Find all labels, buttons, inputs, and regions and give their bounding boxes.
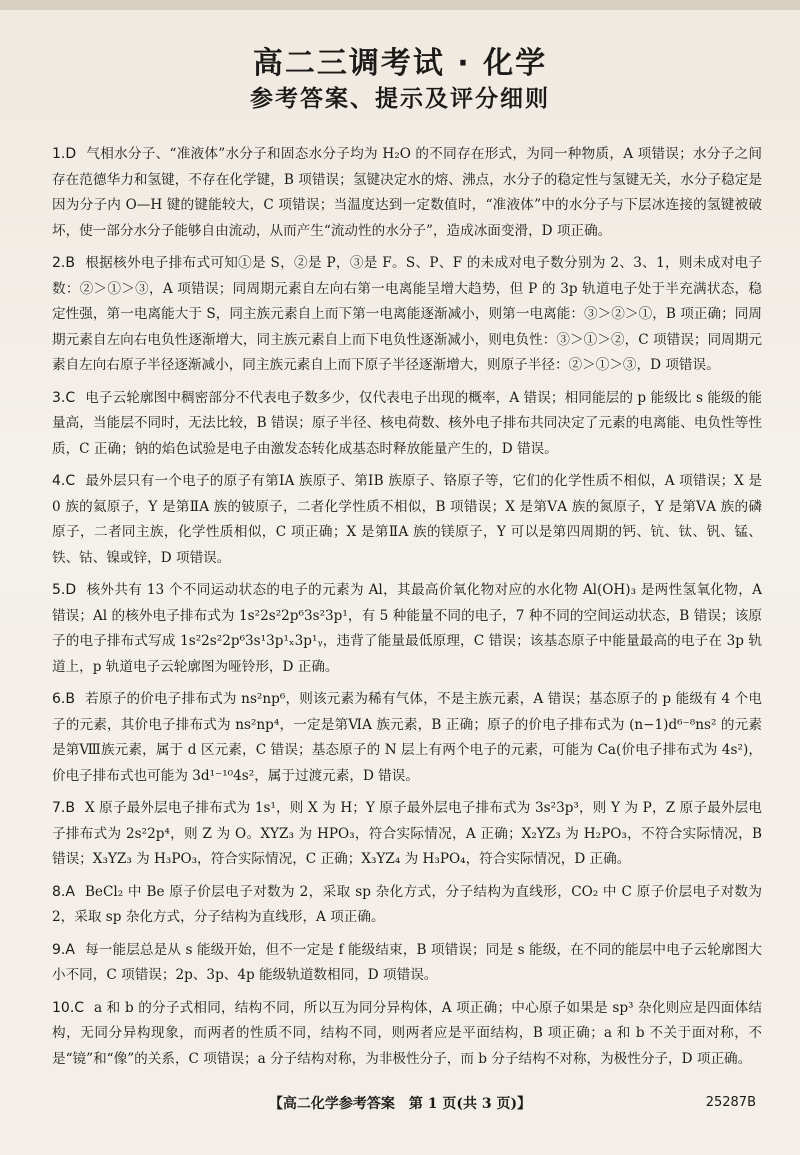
- answer-explanation: 气相水分子、“准液体”水分子和固态水分子均为 H₂O 的不同存在形式，为同一种物质，A 项错误；水分子之间存在范德华力和氢键，不存在化学键，B 项错误；氢键决定水的熔、沸点，水分子的稳定性与氢键无关，水分子稳定是因为分子内 O—H 键的键能较大，C 项错误；当温度达到一定数值时，“准液体”中的水分子与下层冰连接的氢键被破坏，使一部分水分子能够自由流动，从而产生“流动性的水分子”，造成冰面变滑，D 项正确。: [52, 146, 762, 239]
- page-subtitle: 参考答案、提示及评分细则: [250, 86, 550, 112]
- answer-item-3: [52, 386, 762, 463]
- answer-item-5: [52, 578, 762, 680]
- answer-number: 9.: [52, 941, 66, 958]
- answer-item-8: [52, 880, 762, 931]
- answer-key: B: [65, 691, 75, 707]
- answer-number: 4.: [52, 473, 66, 489]
- answer-explanation: 若原子的价电子排布式为 ns²np⁶，则该元素为稀有气体，不是主族元素，A 错误；基态原子的 p 能级有 4 个电子的元素，其价电子排布式为 ns²np⁴，一定是第ⅥA 族元素，B 正确；原子的价电子排布式为 (n−1)d⁶⁻⁸ns² 的元素是第Ⅷ族元素，属于 d 区元素，C 错误；基态原子的 N 层上有两个电子的元素，可能为 Ca(价电子排布式为 4s²)，价电子排布式也可能为 3d¹⁻¹⁰4s²，属于过渡元素，D 错误。: [52, 691, 762, 784]
- answer-key: B: [65, 255, 75, 271]
- answer-number: 6.: [52, 691, 66, 707]
- page-title: 高二三调考试 · 化学: [252, 46, 548, 81]
- answer-key: A: [65, 941, 75, 958]
- answer-explanation: a 和 b 的分子式相同，结构不同，所以互为同分异构体，A 项正确；中心原子如果是 sp³ 杂化则应是四面体结构，无同分异构现象，而两者的性质不同，结构不同，则两者应是平面结构，B 项正确；a 和 b 不关于面对称，不是“镜”和“像”的关系，C 项错误；a 分子结构对称，为非极性分子，而 b 分子结构不对称，为极性分子，D 项正确。: [52, 999, 762, 1067]
- answer-item-10: [52, 996, 762, 1073]
- answer-key: D: [65, 146, 77, 162]
- answer-explanation: 最外层只有一个电子的原子有第ⅠA 族原子、第ⅠB 族原子、铬原子等，它们的化学性质不相似，A 项错误；X 是 0 族的氦原子，Y 是第ⅡA 族的铍原子，二者化学性质不相似，B 项错误；X 是第ⅤA 族的氮原子，Y 是第ⅤA 族的磷原子，二者同主族，化学性质相似，C 项正确；X 是第ⅡA 族的镁原子，Y 可以是第四周期的钙、钪、钛、钒、锰、铁、钴、镍或锌，D 项错误。: [52, 473, 762, 566]
- answer-key: B: [65, 800, 75, 816]
- answer-number: 5.: [52, 582, 66, 598]
- answer-key: C: [65, 389, 76, 406]
- answer-item-7: [52, 796, 762, 873]
- answer-explanation: 根据核外电子排布式可知①是 S，②是 P，③是 F。S、P、F 的未成对电子数分别为 2、3、1，则未成对电子数：②＞①＞③，A 项错误；同周期元素自左向右第一电离能呈增大趋势，但 P 的 3p 轨道电子处于半充满状态，稳定性强，第一电离能大于 S，同主族元素自上而下第一电离能逐渐减小，则第一电离能：③＞②＞①，B 项正确；同周期元素自左向右电负性逐渐增大，同主族元素自上而下电负性逐渐减小，则电负性：③＞①＞②，C 项错误；同周期元素自左向右原子半径逐渐减小，同主族元素自上而下原子半径逐渐增大，则原子半径：②＞①＞③，D 项错误。: [52, 255, 762, 373]
- answer-number: 1.: [52, 146, 66, 162]
- answer-explanation: X 原子最外层电子排布式为 1s¹，则 X 为 H；Y 原子最外层电子排布式为 3s²3p³，则 Y 为 P，Z 原子最外层电子排布式为 2s²2p⁴，则 Z 为 O。XYZ₃ 为 HPO₃，符合实际情况，A 正确；X₂YZ₃ 为 H₂PO₃，不符合实际情况，B 错误；X₃YZ₃ 为 H₃PO₃，符合实际情况，C 正确；X₃YZ₄ 为 H₃PO₄，符合实际情况，D 正确。: [52, 800, 762, 867]
- answer-number: 7.: [52, 800, 66, 816]
- answer-key: C: [65, 473, 76, 489]
- page-footer: 【高二化学参考答案 第 1 页(共 3 页)】: [268, 1096, 532, 1112]
- answer-explanation: 核外共有 13 个不同运动状态的电子的元素为 Al，其最高价氧化物对应的水化物 Al(OH)₃ 是两性氢氧化物，A 错误；Al 的核外电子排布式为 1s²2s²2p⁶3s²3p¹，有 5 种能量不同的电子，7 种不同的空间运动状态，B 错误；该原子的电子排布式写成 1s²2s²2p⁶3s¹3p¹ₓ3p¹ᵧ，违背了能量最低原理，C 错误；该基态原子中能量最高的电子在 3p 轨道上，p 轨道电子云轮廓图为哑铃形，D 正确。: [52, 582, 762, 675]
- answer-explanation: 每一能层总是从 s 能级开始，但不一定是 f 能级结束，B 项错误；同是 s 能级，在不同的能层中电子云轮廓图大小不同，C 项错误；2p、3p、4p 能级轨道数相同，D 项错误。: [52, 941, 762, 983]
- answer-item-9: [52, 938, 762, 989]
- paper-code: 25287B: [705, 1095, 756, 1110]
- paper-top-edge: [0, 0, 800, 10]
- answer-number: 8.: [52, 883, 66, 900]
- answer-number: 3.: [52, 389, 66, 406]
- answer-item-4: [52, 469, 762, 571]
- answer-explanation: 电子云轮廓图中稠密部分不代表电子数多少，仅代表电子出现的概率，A 错误；相同能层的 p 能级比 s 能级的能量高，当能层不同时，无法比较，B 错误；原子半径、核电荷数、核外电子排布共同决定了元素的电离能、电负性等性质，C 正确；钠的焰色试验是电子由激发态转化成基态时释放能量产生的，D 错误。: [52, 389, 762, 457]
- answer-list: [52, 142, 762, 1079]
- answer-item-2: [52, 251, 762, 379]
- answer-number: 2.: [52, 255, 66, 271]
- answer-item-1: [52, 142, 762, 244]
- answer-item-6: [52, 687, 762, 789]
- answer-number: 10.: [52, 999, 75, 1016]
- answer-key: A: [65, 883, 75, 900]
- answer-key: D: [65, 582, 77, 598]
- answer-explanation: BeCl₂ 中 Be 原子价层电子对数为 2，采取 sp 杂化方式，分子结构为直线形，CO₂ 中 C 原子价层电子对数为 2，采取 sp 杂化方式，分子结构为直线形，A 项正确。: [52, 883, 762, 925]
- answer-key: C: [74, 999, 85, 1016]
